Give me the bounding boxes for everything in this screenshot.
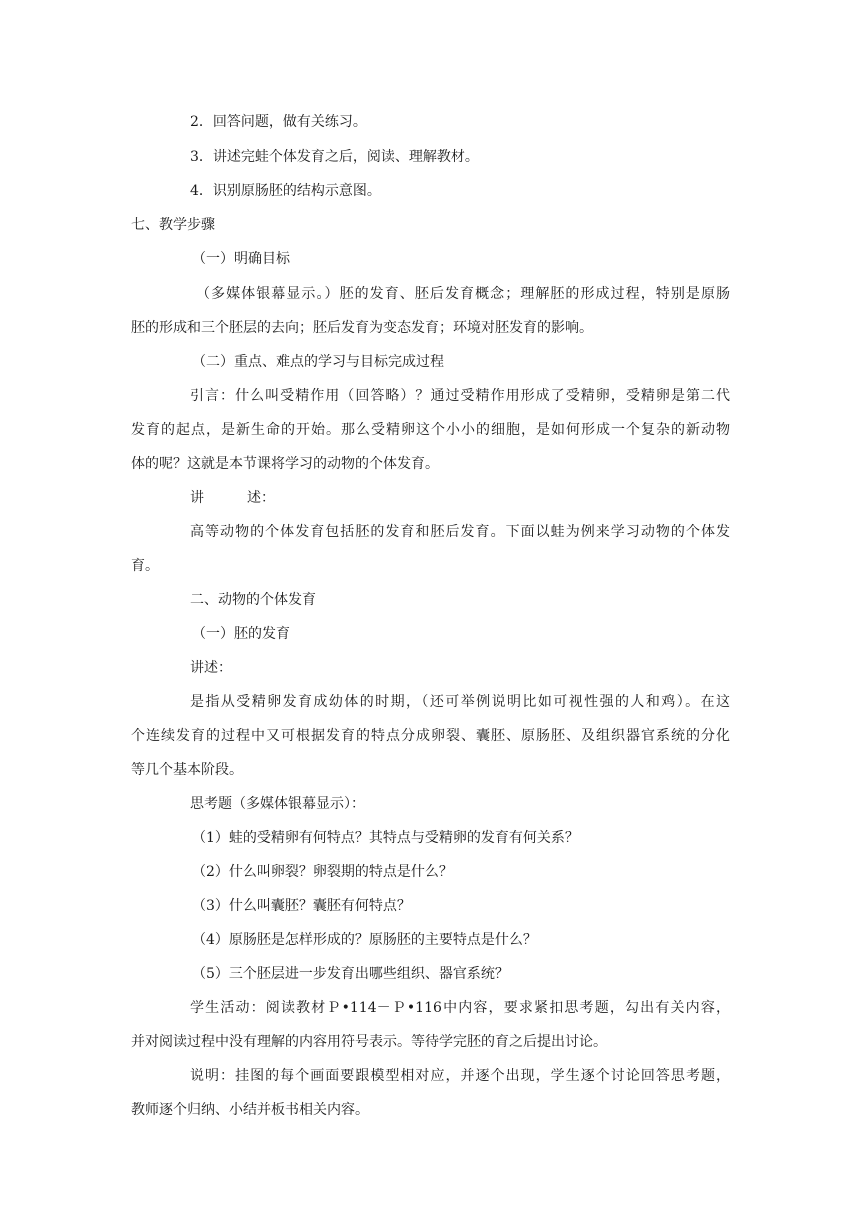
paragraph-line: 个连续发育的过程中又可根据发育的特点分成卵裂、囊胚、原肠胚、及组织器官系统的分化 bbox=[131, 728, 730, 744]
paragraph-line: 是指从受精卵发育成幼体的时期，（还可举例说明比如可视性强的人和鸡）。在这 bbox=[190, 694, 730, 710]
list-item-3: 3．讲述完蛙个体发育之后，阅读、理解教材。 bbox=[190, 149, 479, 165]
paragraph-line: 教师逐个归纳、小结并板书相关内容。 bbox=[131, 1102, 369, 1118]
paragraph-line: 发育的起点，是新生命的开始。那么受精卵这个小小的细胞，是如何形成一个复杂的新动物 bbox=[131, 422, 730, 438]
paragraph-line: 并对阅读过程中没有理解的内容用符号表示。等待学完胚的育之后提出讨论。 bbox=[131, 1034, 607, 1050]
question-item-3: （3）什么叫囊胚？囊胚有何特点？ bbox=[192, 898, 411, 914]
subsection-heading-key-points: （二）重点、难点的学习与目标完成过程 bbox=[192, 354, 444, 370]
paragraph-line: 引言：什么叫受精作用（回答略）？通过受精作用形成了受精卵，受精卵是第二代 bbox=[190, 388, 730, 404]
paragraph-line: 育。 bbox=[131, 558, 159, 574]
questions-heading: 思考题（多媒体银幕显示）： bbox=[190, 796, 365, 812]
question-item-4: （4）原肠胚是怎样形成的？原肠胚的主要特点是什么？ bbox=[192, 932, 537, 948]
narration-label-part1: 讲 bbox=[190, 490, 204, 506]
paragraph-line: 高等动物的个体发育包括胚的发育和胚后发育。下面以蛙为例来学习动物的个体发 bbox=[190, 524, 730, 540]
subsection-heading-embryo: （一）胚的发育 bbox=[192, 626, 290, 642]
paragraph-line: 等几个基本阶段。 bbox=[131, 762, 243, 778]
paragraph-line: 学生活动：阅读教材Ｐ•114－Ｐ•116中内容，要求紧扣思考题，勾出有关内容， bbox=[190, 1000, 730, 1016]
subsection-heading-goals: （一）明确目标 bbox=[192, 251, 290, 267]
question-item-1: （1）蛙的受精卵有何特点？其特点与受精卵的发育有何关系？ bbox=[192, 830, 579, 846]
paragraph-line: 胚的形成和三个胚层的去向；胚后发育为变态发育；环境对胚发育的影响。 bbox=[131, 320, 593, 336]
section-heading-individual-development: 二、动物的个体发育 bbox=[190, 592, 316, 608]
narration-label: 讲述： bbox=[190, 660, 232, 676]
list-item-4: 4．识别原肠胚的结构示意图。 bbox=[190, 183, 381, 199]
narration-label-part2: 述： bbox=[247, 490, 275, 506]
question-item-2: （2）什么叫卵裂？卵裂期的特点是什么？ bbox=[192, 864, 453, 880]
section-heading-teaching-steps: 七、教学步骤 bbox=[131, 217, 215, 233]
paragraph-line: 说明：挂图的每个画面要跟模型相对应，并逐个出现，学生逐个讨论回答思考题， bbox=[190, 1068, 730, 1084]
paragraph-line: （多媒体银幕显示。）胚的发育、胚后发育概念；理解胚的形成过程，特别是原肠 bbox=[196, 286, 730, 302]
paragraph-line: 体的呢？这就是本节课将学习的动物的个体发育。 bbox=[131, 456, 439, 472]
list-item-2: 2．回答问题，做有关练习。 bbox=[190, 114, 367, 130]
question-item-5: （5）三个胚层进一步发育出哪些组织、器官系统？ bbox=[192, 966, 509, 982]
